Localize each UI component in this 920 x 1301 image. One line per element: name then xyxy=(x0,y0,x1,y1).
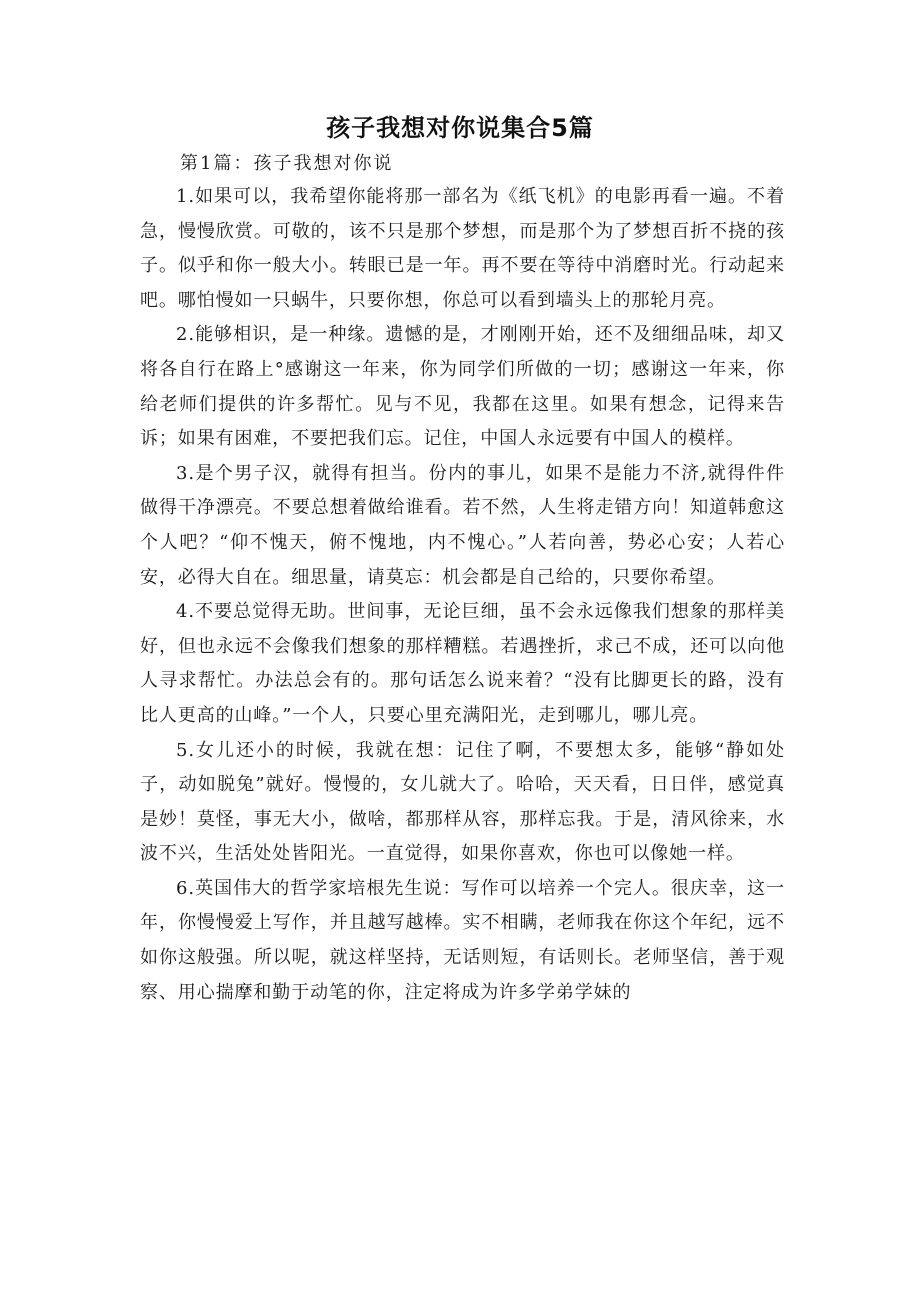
paragraph-2: 2.能够相识，是一种缘。遗憾的是，才刚刚开始，还不及细细品味，却又将各自行在路上°感谢这一年来，你为同学们所做的一切；感谢这一年来，你给老师们提供的许多帮忙。见与不见，我都在这里。如果有想念，记得来告诉；如果有困难，不要把我们忘。记住，中国人永远要有中国人的模样。 xyxy=(140,324,785,450)
paragraph-5: 5.女儿还小的时候，我就在想：记住了啊，不要想太多，能够“静如处子，动如脱兔”就好。慢慢的，女儿就大了。哈哈，天天看，日日伴，感觉真是妙！莫怪，事无大小，做啥，都那样从容，那样忘我。于是，清风徐来，水波不兴，生活处处皆阳光。一直觉得，如果你喜欢，你也可以像她一样。 xyxy=(140,739,785,865)
section-heading: 第1篇：孩子我想对你说 xyxy=(180,153,394,174)
paragraph-1: 1.如果可以，我希望你能将那一部名为《纸飞机》的电影再看一遍。不着急，慢慢欣赏。可敬的，该不只是那个梦想，而是那个为了梦想百折不挠的孩子。似乎和你一般大小。转眼已是一年。再不要在等待中消磨时光。行动起来吧。哪怕慢如一只蜗牛，只要你想，你总可以看到墙头上的那轮月亮。 xyxy=(140,186,785,311)
paragraph-3: 3.是个男子汉，就得有担当。份内的事儿，如果不是能力不济,就得件件做得干净漂亮。不要总想着做给谁看。若不然，人生将走错方向！知道韩愈这个人吧？“仰不愧天，俯不愧地，内不愧心。”人若向善，势必心安；人若心安，必得大自在。细思量，请莫忘：机会都是自己给的，只要你希望。 xyxy=(140,462,785,588)
document-body xyxy=(140,180,785,1010)
paragraph-4: 4.不要总觉得无助。世间事，无论巨细，虽不会永远像我们想象的那样美好，但也永远不会像我们想象的那样糟糕。若遇挫折，求己不成，还可以向他人寻求帮忙。办法总会有的。那句话怎么说来着？“没有比脚更长的路，没有比人更高的山峰。”一个人，只要心里充满阳光，走到哪儿，哪儿亮。 xyxy=(140,601,785,726)
paragraph-6: 6.英国伟大的哲学家培根先生说：写作可以培养一个完人。很庆幸，这一年，你慢慢爱上写作，并且越写越棒。实不相瞒，老师我在你这个年纪，远不如你这般强。所以呢，就这样坚持，无话则短，有话则长。老师坚信，善于观察、用心揣摩和勤于动笔的你，注定将成为许多学弟学妹的 xyxy=(140,877,785,1003)
page-title: 孩子我想对你说集合5篇 xyxy=(326,114,594,142)
